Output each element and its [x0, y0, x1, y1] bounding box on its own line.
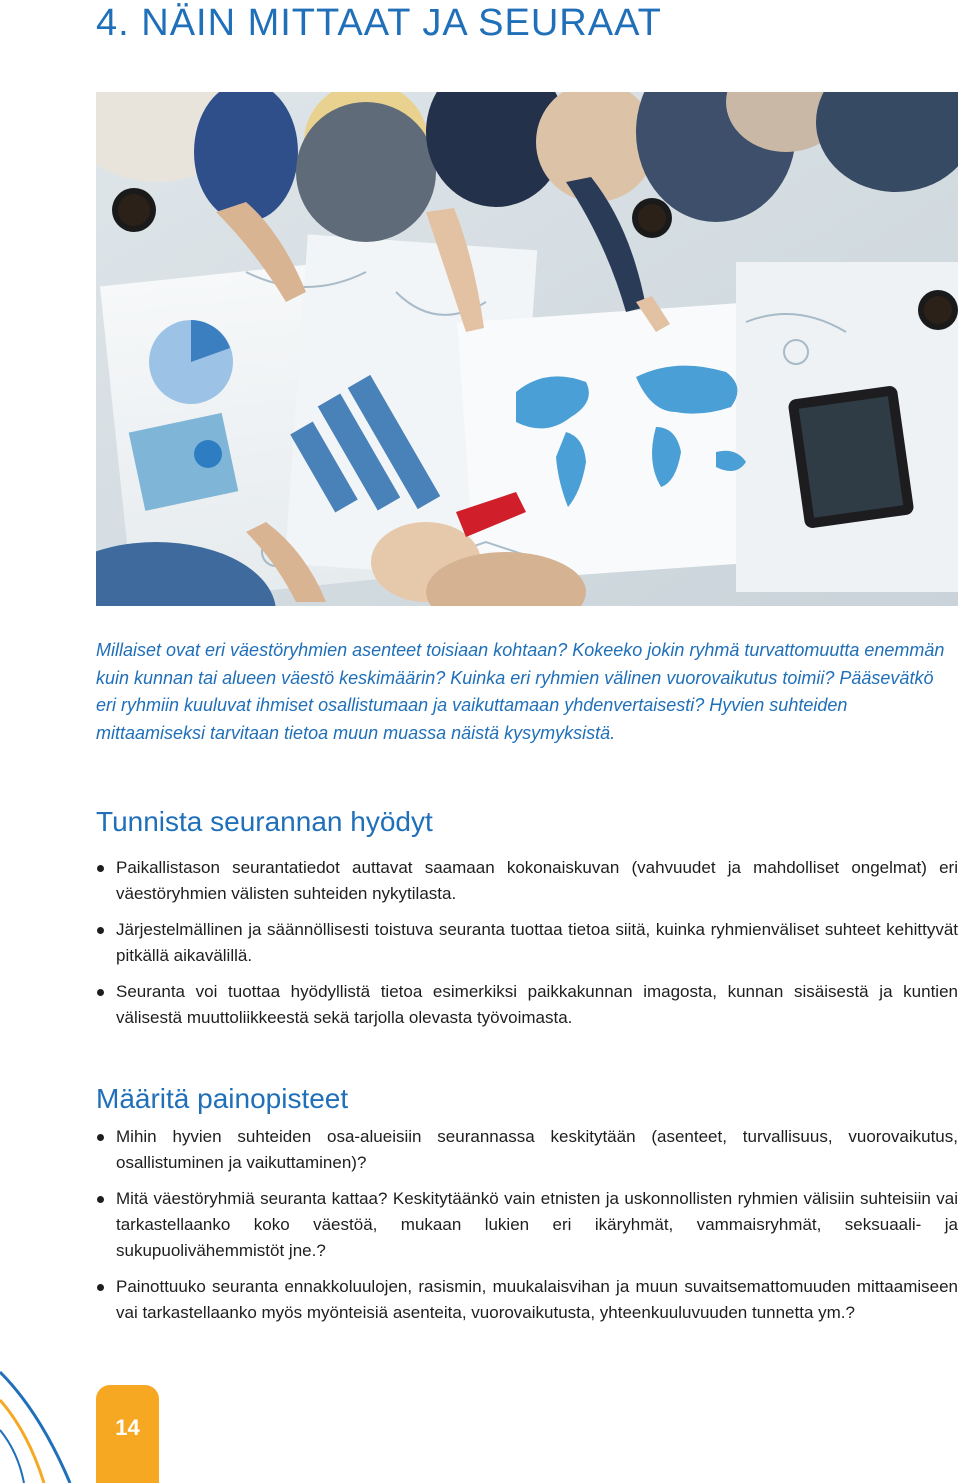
priorities-list: [96, 1124, 958, 1336]
benefits-list: [96, 855, 958, 1041]
section-heading-priorities: Määritä painopisteet: [96, 1083, 349, 1114]
list-item: Mitä väestöryhmiä seuranta kattaa? Keskitytäänkö vain etnisten ja uskonnollisten ryhmien välisiin suhteisiin vai tarkastellaanko koko väestöä, mukaan lukien eri ikäryhmät, vammaisryhmät, seksuaali- ja sukupuolivähemmistöt jne.?: [96, 1186, 958, 1264]
list-item: Painottuuko seuranta ennakkoluulojen, rasismin, muukalaisvihan ja muun suvaitsemattomuuden mittaamiseen vai tarkastellaanko myös myönteisiä asenteita, vuorovaikutusta, yhteenkuuluvuuden tunnetta ym.?: [96, 1274, 958, 1326]
intro-paragraph: Millaiset ovat eri väestöryhmien asenteet toisiaan kohtaan? Kokeeko jokin ryhmä turvattomuutta enemmän kuin kunnan tai alueen väestö keskimäärin? Kuinka eri ryhmien välinen vuorovaikutus toimii? Pääsevätkö eri ryhmiin kuuluvat ihmiset osallistumaan ja vaikuttamaan yhdenvertaisesti? Hyvien suhteiden mittaamiseksi tarvitaan tietoa muun muassa näistä kysymyksistä.: [96, 640, 945, 743]
hero-photo: [96, 92, 958, 606]
list-item: Järjestelmällinen ja säännöllisesti toistuva seuranta tuottaa tietoa siitä, kuinka ryhmienväliset suhteet kehittyvät pitkällä aikavälillä.: [96, 917, 958, 969]
section-heading-benefits: Tunnista seurannan hyödyt: [96, 806, 433, 837]
page-title: 4. NÄIN MITTAAT JA SEURAAT: [96, 2, 662, 44]
page-number-badge: 14: [96, 1385, 159, 1483]
list-item: Mihin hyvien suhteiden osa-alueisiin seurannassa keskitytään (asenteet, turvallisuus, vuorovaikutus, osallistuminen ja vaikuttaminen)?: [96, 1124, 958, 1176]
list-item: Seuranta voi tuottaa hyödyllistä tietoa esimerkiksi paikkakunnan imagosta, kunnan sisäisestä ja kuntien välisestä muuttoliikkeestä sekä tarjolla olevasta työvoimasta.: [96, 979, 958, 1031]
hero-photo-illustration: [96, 92, 958, 606]
list-item: Paikallistason seurantatiedot auttavat saamaan kokonaiskuvan (vahvuudet ja mahdolliset ongelmat) eri väestöryhmien välisten suhteiden nykytilasta.: [96, 855, 958, 907]
